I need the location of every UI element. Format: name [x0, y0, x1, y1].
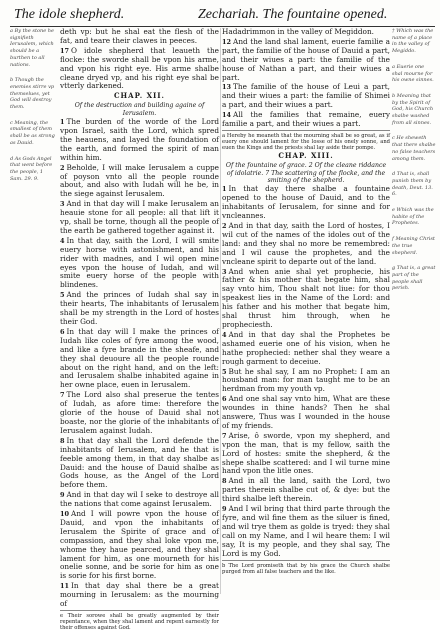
margin-note: c Meaning, the smallest of them shall be as strong as Dauid. — [10, 119, 55, 146]
header-left-title: The idole shepherd. — [14, 7, 125, 22]
verse-text: In that day shall the Lord defende the inhabitants of Ierusalem, and he that is feeble among them, in that day shalbe as Dauid: and the house of Dauid shalbe as Gods house, as the Angel of the Lord before them. — [60, 435, 219, 490]
verse-text: deth vp: but he shal eat the flesh of the fat, and teare their clawes in peeces. — [60, 27, 219, 45]
verse — [222, 111, 390, 129]
verse-number: 4 — [60, 236, 65, 245]
right-margin-notes — [392, 28, 436, 594]
verse-number: 12 — [222, 37, 232, 46]
verse-text: And in all the land, saith the Lord, two partes therein shalbe cut of, & dye: but the third shalbe left therein. — [222, 476, 390, 504]
verse-number: 11 — [60, 582, 70, 591]
verse-text: The burden of the worde of the Lord vpon Israel, saith the Lord, which spred the heauens, and layed the foundation of the earth, and formed the spirit of man within him. — [60, 117, 219, 162]
verse — [222, 395, 390, 431]
margin-note: e Which was the habite of the Prophetes. — [392, 207, 434, 227]
verse — [60, 237, 219, 290]
margin-note: f Meaning Christ the true shepherd. — [392, 236, 435, 256]
verse-text: O idole shepherd that leaueth the flocke: the sworde shall be vpon his arme, and vpon his right eye. His arme shalbe cleane dryed vp, and his right eye shal be vtterly darkened. — [60, 45, 219, 91]
verse — [60, 28, 219, 46]
verse-text: In that day shal there be a great mourning in Ierusalem: as the mourning of — [60, 581, 219, 609]
main-column-right — [222, 28, 390, 594]
margin-note: † Which was the name of a place in the valley of Megiddo. — [392, 28, 434, 55]
verse-text: In that day, saith the Lord, I will smite euery horse with astonishment, and his rider with madnes, and I wil open mine eyes vpon the house of Iudah, and wil smite euery horse of the people with blindenes. — [60, 235, 219, 290]
header-right-title: Zechariah. The fountaine opened. — [198, 7, 388, 22]
verse-number: 4 — [222, 330, 227, 339]
verse-number: 1 — [60, 118, 65, 127]
verse — [60, 118, 219, 163]
verse-text: And the princes of Iudah shal say in their hearts, The inhabitants of Ierusalem shall be my strength in the Lord of hostes their God. — [60, 290, 219, 326]
verse-text: Beholde, I will make Ierusalem a cuppe of poyson vnto all the people rounde about, and also with Iudah will he be, in the siege against Ierusalem. — [60, 162, 219, 199]
verse-number: 9 — [60, 491, 65, 500]
footnote: a Hereby he meaneth that the mourning shall be so great, as if euery one should lament for the losse of his onely sonne, and euen the Kings and the priests shal lay aside their pompe. — [222, 130, 390, 151]
verse — [60, 328, 219, 390]
verse — [60, 491, 219, 509]
verse-number: 7 — [60, 391, 65, 400]
margin-note: b Though the enemies stirre vp themselues, yet God will destroy them. — [10, 77, 55, 111]
footnote: b The Lord promiseth that by his grace the Church shalbe purged from all false teachers and the like. — [222, 560, 390, 575]
verse — [222, 38, 390, 83]
margin-note: c He sheweth that there shalbe no false teachers among them. — [392, 135, 436, 162]
verse-text: And in that day wil I seke to destroye all the nations that come against Ierusalem. — [60, 490, 219, 509]
footnote: e Their sorowe shall be greatly augmented by their repentance, when they shal lament and repent earnestly for their offenses against God. — [60, 610, 219, 631]
verse-text: Hadadrimmon in the valley of Megiddon. — [222, 27, 374, 36]
verse — [222, 268, 390, 330]
verse — [60, 582, 219, 609]
verse — [222, 222, 390, 267]
chapter-heading: CHAP. XII. — [113, 91, 165, 101]
running-header — [10, 6, 435, 27]
verse-text: The Lord also shal preserue the tentes of Iudah, as afore time: therefore the glorie of the house of Dauid shal not boaste, nor the glorie of the inhabitants of Ierusalem against Iudah. — [60, 390, 219, 435]
verse — [222, 331, 390, 367]
chapter-argument: Of the destruction and building againe of Ierusalem. — [74, 102, 205, 117]
verse — [222, 505, 390, 558]
verse-number: 3 — [60, 200, 65, 209]
verse-text: And in that day will I make Ierusalem an heauie stone for all people: all that lift it vp, shall be torne, though all the people of the earth be gathered together against it. — [60, 199, 219, 235]
chapter-argument: Of the fountaine of grace. 2 Of the cleane riddance of idolatrie. 7 The scattering of the flocke, and the smiting of the shepherd. — [225, 162, 387, 184]
verse — [222, 368, 390, 395]
verse — [60, 47, 219, 92]
verse-text: The familie of the house of Leui a part, and their wiues a part: the familie of Shimei a part, and their wiues a part. — [222, 82, 390, 110]
verse — [222, 477, 390, 504]
margin-note: a By the stone he signifieth Ierusalem, which should be a burthen to all nations. — [10, 28, 54, 68]
verse — [222, 83, 390, 110]
verse-text: In that day will I make the princes of Iudah like coles of fyre among the wood, and like a fyre brande in the sheafe, and they shal deuoure all the people rounde about on the right hand, and on the left: and Ierusalem shalbe inhabited againe in her owne place, euen in Ierusalem. — [60, 326, 219, 390]
verse-text: All the families that remaine, euery familie a part, and their wiues a part. — [222, 110, 390, 129]
verse-number: 14 — [222, 111, 232, 120]
verse-text: And in that day, saith the Lord of hostes, I wil cut of the names of the idoles out of the land: and they shal no more be remembred: and I wil cause the prophetes, and the vncleane spirit to departe out of the land. — [222, 221, 390, 266]
verse-number: 17 — [60, 46, 70, 55]
verse-number: 2 — [222, 222, 227, 230]
chapter-heading: CHAP. XIII. — [278, 151, 334, 161]
verse — [222, 28, 390, 37]
verse-number: 10 — [60, 510, 70, 519]
margin-note: d As Gods Angel that went before the people, 1 Sam. 29. 9. — [10, 155, 53, 182]
verse-text: And the land shal lament, euerie familie a part, the familie of the house of Dauid a part, and their wiues a part: the familie of the house of Nathan a part, and their wiues a part. — [222, 36, 390, 82]
verse-number: 1 — [222, 185, 227, 194]
verse-text: But he shal say, I am no Prophet: I am an housband man: for man taught me to be an herdman from my youth vp. — [222, 366, 390, 394]
verse-text: And in that day shal the Prophetes be ashamed euerie one of his vision, when he hathe prophecied: nether shal they weare a rough garment to deceiue. — [222, 329, 390, 366]
verse-text: Arise, ô sworde, vpon my shepherd, and vpon the man, that is my fellow, saith the Lord of hostes: smite the shepherd, & the shepe shalbe scattered: and I wil turne mine hand vpon the litle ones. — [222, 430, 390, 476]
verse — [60, 391, 219, 436]
margin-note: a Euerie one shal mourne for his owne sinnes. — [392, 63, 434, 84]
column-divider — [220, 28, 221, 594]
verse-number: 7 — [222, 431, 227, 440]
verse-number: 13 — [222, 83, 232, 92]
verse — [60, 291, 219, 327]
verse-text: In that day there shalbe a fountaine opened to the house of Dauid, and to the inhabitants of Ierusalem, for sinne and for vncleannes. — [222, 184, 390, 221]
verse-text: And one shal say vnto him, What are these woundes in thine hands? Then he shal answere, Thus was I wounded in the house of my friends. — [222, 394, 390, 430]
verse-number: 8 — [222, 477, 227, 486]
verse-number: 8 — [60, 436, 65, 445]
verse-text: And I will powre vpon the house of Dauid, and vpon the inhabitants of Ierusalem the Spirite of grace and of compassion, and they shal loke vpon me, whome they haue pearced, and they shal lament for him, as one mourneth for his onelie sonne, and be sorie for him as one is sorie for his first borne. — [60, 509, 219, 581]
left-margin-notes — [10, 28, 56, 594]
verse — [60, 164, 219, 200]
verse-number: 6 — [222, 395, 227, 404]
verse-number: 2 — [60, 163, 65, 172]
verse-text: And when anie shal yet prophecie, his father & his mother that begate him, shal say vnto him, Thou shalt not liue: for thou speakest lies in the Name of the Lord: and his father and his mother that begate him, shal thrust him through, when he propheciesth. — [222, 266, 390, 329]
verse — [60, 510, 219, 581]
main-column-left — [60, 27, 219, 631]
verse — [60, 437, 219, 490]
verse-number: 3 — [222, 267, 227, 276]
verse-number: 5 — [60, 291, 65, 300]
margin-note: b Meaning that by the Spirit of God, his Church shalbe washed from all sinnes. — [392, 92, 434, 126]
verse-number: 6 — [60, 327, 65, 336]
verse — [60, 200, 219, 236]
verse-number: 5 — [222, 367, 227, 376]
margin-note: g That is, a great part of the people shall perish. — [392, 265, 436, 292]
verse — [222, 432, 390, 477]
verse — [222, 185, 390, 221]
verse-number: 9 — [222, 505, 227, 514]
verse-text: And I wil bring that third parte through the fyre, and wil fine them as the siluer is fined, and wil trye them as golde is tryed: they shal call on my Name, and I wil heare them: I wil say, It is my people, and they shal say, The Lord is my God. — [222, 504, 390, 558]
margin-note: d That is, shall punish them by death, Deut. 13. 6. — [392, 171, 433, 198]
